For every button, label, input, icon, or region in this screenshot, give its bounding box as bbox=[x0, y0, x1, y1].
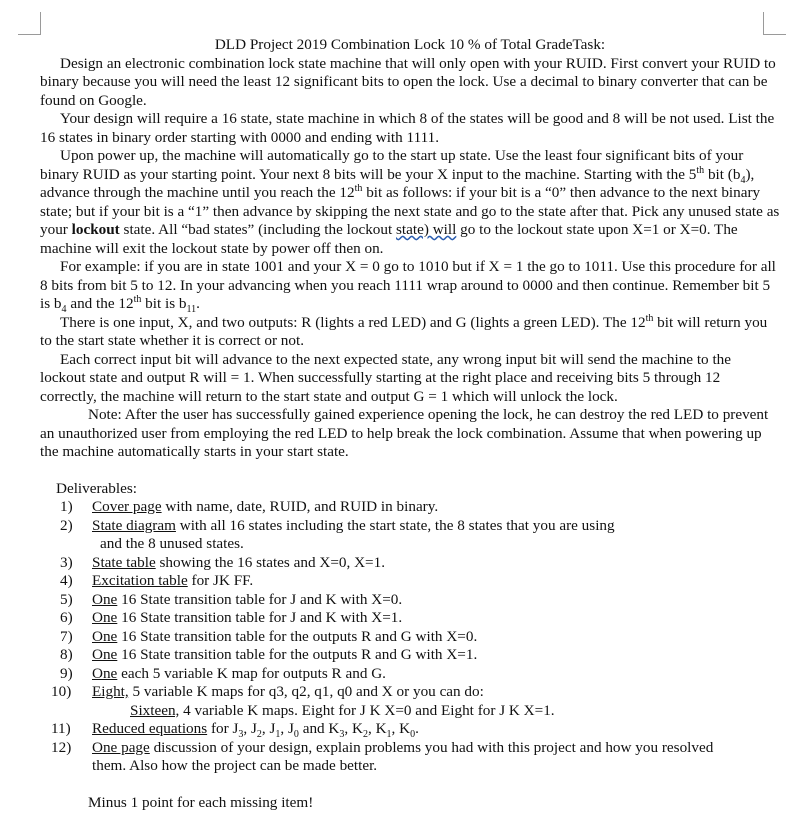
list-item: 3) State table showing the 16 states and X=0, X=1. bbox=[60, 553, 385, 571]
spacer bbox=[40, 462, 780, 480]
paragraph-advance: Each correct input bit will advance to the next expected state, any wrong input bit will send the machine to the lockout state and output R will = 1. When successfully starting at the right place and receiving bits 5 through 12 correctly, the machine will return to the start state and output G = 1 which will unlock the lock. bbox=[40, 350, 731, 405]
paragraph-powerup: Upon power up, the machine will automatically go to the start up state. Use the least four significant bits of your binary RUID as your starting point. Your next 8 bits will be your X input to the machine. Starting with the 5th bit $(b_4)$, advance through the machine until you reach the 12th bit as follows: if your bit is a “0” then advance to the next binary state; but if your bit is a “1” then advance by skipping the next state and go to the state after that. Pick any unused state as your lockout state. All “bad states” (including the lockout state) will go to the lockout state upon X=1 or X=0. The machine will exit the lockout state by power off then on. bbox=[40, 147, 780, 257]
list-item: 9) One each 5 variable K map for outputs R and G. bbox=[60, 664, 386, 682]
list-item: 7) One 16 State transition table for the outputs R and G with X=0. bbox=[60, 627, 478, 645]
paragraph-io: There is one input, X, and two outputs: R (lights a red LED) and G (lights a green LED). The 12th bit will return you to the start state whether it is correct or not. bbox=[40, 312, 768, 349]
paragraph-states: Your design will require a 16 state, state machine in which 8 of the states will be good and 8 will be not used. List the 16 states in binary order starting with 0000 and ending with 1111. bbox=[40, 110, 775, 146]
deliverables-heading: Deliverables: bbox=[56, 479, 137, 497]
list-item: 4) Excitation table for JK FF. bbox=[60, 572, 254, 589]
final-note: Minus 1 point for each missing item! bbox=[88, 793, 314, 811]
margin-corner-left bbox=[18, 12, 41, 35]
list-item: 8) One 16 State transition table for the outputs R and G with X=1. bbox=[60, 646, 478, 663]
document-title: DLD Project 2019 Combination Lock 10 % of Total GradeTask: bbox=[214, 36, 606, 53]
list-item: 1) Cover page with name, date, RUID, and RUID in binary. bbox=[60, 498, 439, 515]
deliverables-list bbox=[40, 498, 780, 776]
grammar-flag: state) will bbox=[396, 221, 457, 238]
list-item: 2) State diagram with all 16 states including the start state, the 8 states that you are using and the 8 unused states. bbox=[60, 516, 615, 552]
paragraph-note: Note: After the user has successfully gained experience opening the lock, he can destroy the red LED to prevent an unauthorized user from employing the red LED to help break the lock combination. Assume that when powering up the machine automatically starts in your start state. bbox=[40, 406, 769, 460]
list-item: 6) One 16 State transition table for J and K with X=1. bbox=[60, 609, 403, 626]
paragraph-example: For example: if you are in state 1001 and your X = 0 go to 1010 but if X = 1 the go to 1011. Use this procedure for all 8 bits from bit 5 to 12. In your advancing when you reach 1111 wrap around to 0000 and then continue. Remember bit 5 is $b_4$ and the 12th bit is $b_{11}$. bbox=[40, 258, 776, 316]
lockout-bold: lockout bbox=[71, 221, 120, 238]
list-item: 10) Eight, 5 variable K maps for q3, q2, q1, q0 and X or you can do: Sixteen, 4 variable K maps. Eight for J K X=0 and Eight for J K X=1. bbox=[51, 683, 555, 719]
document-page bbox=[40, 36, 780, 812]
list-item: 11) Reduced equations for $J_3$, $J_2$, $J_1$, $J_0$ and $K_3$, $K_2$, $K_1$, $K_0$. bbox=[51, 720, 419, 741]
paragraph-intro: Design an electronic combination lock state machine that will only open with your RUID. First convert your RUID to binary because you will need the least 12 significant bits to open the lock. Use a decimal to binary converter that can be found on Google. bbox=[40, 54, 776, 109]
list-item: 12) One page discussion of your design, explain problems you had with this project and how you resolved them. Also how the project can be made better. bbox=[51, 738, 714, 774]
margin-corner-right bbox=[763, 12, 786, 35]
list-item: 5) One 16 State transition table for J and K with X=0. bbox=[60, 590, 403, 608]
